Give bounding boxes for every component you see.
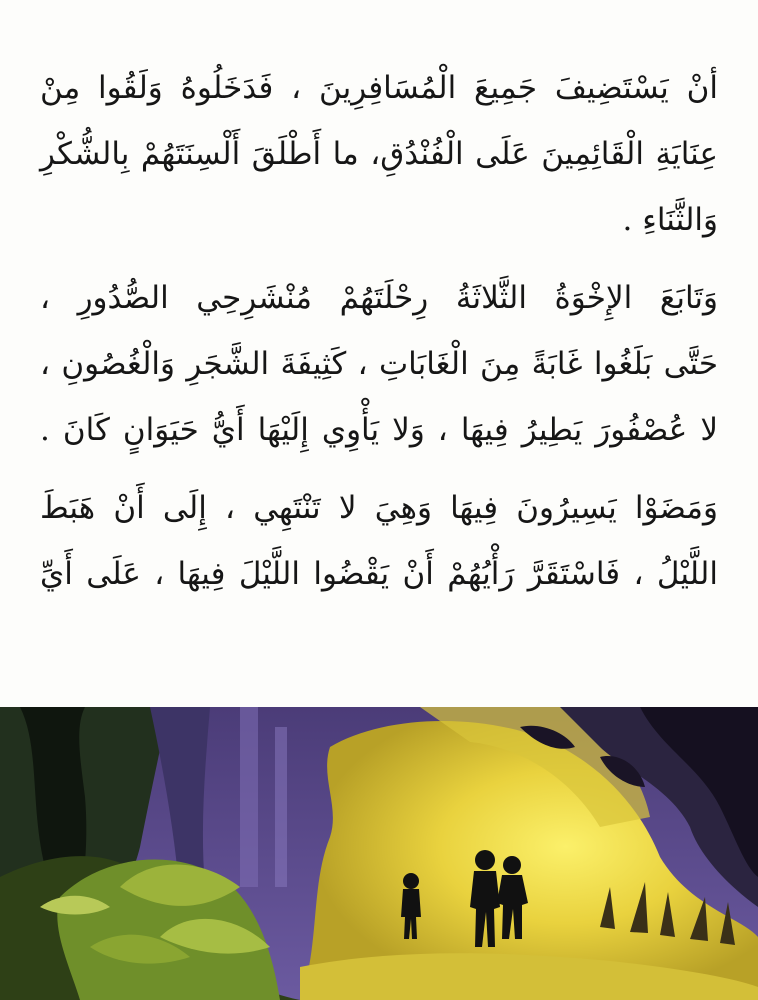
text-line: عِنَايَةِ الْقَائِمِينَ عَلَى الْفُنْدُقِ، ما أَطْلَقَ أَلْسِنَتَهُمْ بِالشُّكْرِ: [40, 136, 718, 172]
forest-illustration: [0, 707, 758, 1000]
paragraph-2: [40, 265, 718, 463]
paragraph-3: [40, 475, 718, 607]
text-line: اللَّيْلُ ، فَاسْتَقَرَّ رَأْيُهُمْ أَنْ يَقْضُوا اللَّيْلَ فِيهَا ، عَلَى أَيِّ: [40, 556, 718, 592]
text-line: لا عُصْفُورَ يَطِيرُ فِيهَا ، وَلا يَأْوِي إِلَيْهَا أَيُّ حَيَوَانٍ كَانَ .: [40, 412, 718, 448]
forest-scene-icon: [0, 707, 758, 1000]
text-line: أنْ يَسْتَضِيفَ جَمِيعَ الْمُسَافِرِينَ ، فَدَخَلُوهُ وَلَقُوا مِنْ: [40, 70, 718, 106]
text-line: وَالثَّنَاءِ .: [622, 202, 718, 238]
paragraph-1: [40, 55, 718, 253]
story-text: [40, 55, 718, 607]
text-line: وَتَابَعَ الإِخْوَةُ الثَّلاثَةُ رِحْلَتَهُمْ مُنْشَرِحِي الصُّدُورِ ،: [40, 280, 718, 316]
text-line: وَمَضَوْا يَسِيرُونَ فِيهَا وَهِيَ لا تَنْتَهِي ، إِلَى أَنْ هَبَطَ: [40, 490, 718, 526]
text-line: حَتَّى بَلَغُوا غَابَةً مِنَ الْغَابَاتِ ، كَثِيفَةَ الشَّجَرِ وَالْغُصُونِ ،: [40, 346, 718, 382]
